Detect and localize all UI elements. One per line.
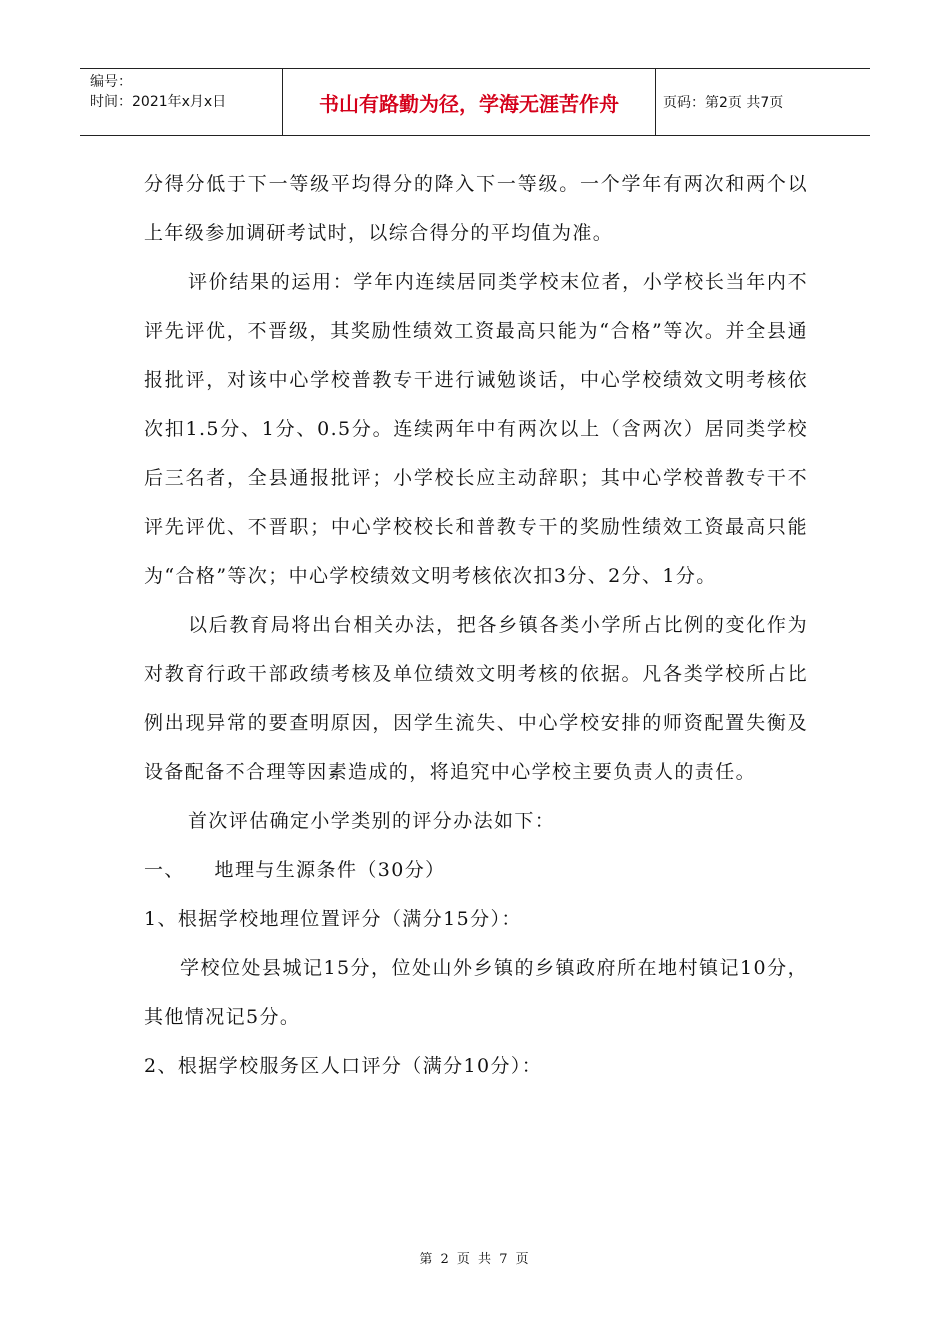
page-info: 页码：第2页 共7页 bbox=[663, 95, 784, 111]
paragraph-location-rules: 学校位处县城记15分，位处山外乡镇的乡镇政府所在地村镇记10分，其他情况记5分。 bbox=[144, 957, 808, 1028]
paragraph-continuation: 分得分低于下一等级平均得分的降入下一等级。一个学年有两次和两个以上年级参加调研考试时，以综合得分的平均值为准。 bbox=[144, 173, 808, 244]
time-label: 时间：2021年x月x日 bbox=[90, 94, 227, 110]
header-page-cell bbox=[656, 69, 870, 135]
header-meta-cell bbox=[80, 69, 283, 135]
paragraph-evaluation-results: 评价结果的运用：学年内连续居同类学校末位者，小学校长当年内不评先评优，不晋级，其奖励性绩效工资最高只能为“合格”等次。并全县通报批评，对该中心学校普教专干进行诫勉谈话，中心学校绩效文明考核依次扣1.5分、1分、0.5分。连续两年中有两次以上（含两次）居同类学校后三名者，全县通报批评；小学校长应主动辞职；其中心学校普教专干不评先评优、不晋职；中心学校校长和普教专干的奖励性绩效工资最高只能为“合格”等次；中心学校绩效文明考核依次扣3分、2分、1分。 bbox=[144, 271, 808, 587]
document-header bbox=[80, 68, 870, 136]
document-body bbox=[144, 160, 808, 1091]
motto-text: 书山有路勤为径，学海无涯苦作舟 bbox=[319, 91, 619, 116]
header-motto-cell bbox=[283, 69, 656, 135]
paragraph-future-measures: 以后教育局将出台相关办法，把各乡镇各类小学所占比例的变化作为对教育行政干部政绩考核及单位绩效文明考核的依据。凡各类学校所占比例出现异常的要查明原因，因学生流失、中心学校安排的师资配置失衡及设备配备不合理等因素造成的，将追究中心学校主要负责人的责任。 bbox=[144, 614, 808, 783]
paragraph-scoring-intro: 首次评估确定小学类别的评分办法如下： bbox=[188, 810, 556, 832]
number-label: 编号： bbox=[90, 74, 132, 90]
page-footer: 第 2 页 共 7 页 bbox=[419, 1252, 531, 1267]
section-heading-geography: 一、 地理与生源条件（30分） bbox=[144, 859, 446, 881]
item-population-score: 2、根据学校服务区人口评分（满分10分）： bbox=[144, 1055, 543, 1077]
item-location-score: 1、根据学校地理位置评分（满分15分）： bbox=[144, 908, 522, 930]
